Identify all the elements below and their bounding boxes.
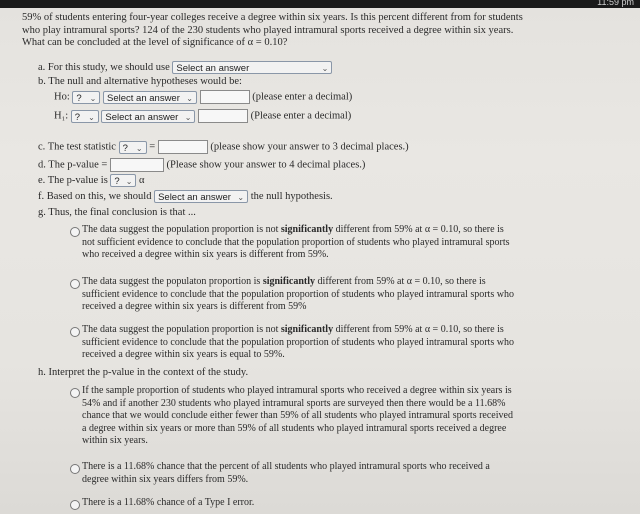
p-value-comparison-select[interactable] — [110, 174, 136, 187]
part-h-label: h. Interpret the p-value in the context of the study. — [38, 367, 249, 378]
h0-parameter-value: ? — [76, 92, 82, 104]
test-statistic-input[interactable] — [158, 140, 208, 154]
p-value-comparison-value: ? — [114, 176, 120, 188]
conclusion-option-1[interactable]: The data suggest the population proportion is not significantly different from 59% at α = 0.10, so there is not sufficient evidence to conclude that the population proportion of students who played intramural sports who received a degree within six years is different from 59%. — [82, 224, 510, 260]
conclusion-option-2[interactable]: The data suggest the populaton proportion is significantly different from 59% at α = 0.10, so there is sufficient evidence to conclude that the population proportion of students who played intramural sports who received a degree within six years is different from 59% — [82, 276, 514, 312]
chevron-down-icon: ⌄ — [88, 112, 95, 122]
equals-sign: = — [149, 141, 156, 153]
h0-hint: (please enter a decimal) — [252, 91, 353, 103]
interpretation-option-3-radio[interactable] — [70, 500, 80, 510]
p-value-input[interactable] — [110, 158, 164, 172]
part-f-suffix: the null hypothesis. — [250, 191, 333, 202]
part-f — [38, 190, 333, 203]
h0-operator-value: Select an answer — [107, 92, 180, 104]
h1-hint: (Please enter a decimal) — [250, 110, 352, 122]
problem-statement — [22, 12, 612, 50]
part-e-label: e. The p-value is — [38, 175, 108, 186]
chevron-down-icon: ⌄ — [135, 143, 143, 153]
problem-line-1: 59% of students entering four-year colleges receive a degree within six years. Is this percent different from for students — [22, 12, 523, 23]
part-d-hint: (Please show your answer to 4 decimal places.) — [166, 159, 366, 171]
conclusion-option-1-radio[interactable] — [70, 227, 80, 237]
chevron-down-icon: ⌄ — [321, 64, 329, 74]
part-c-label: c. The test statistic — [38, 141, 116, 153]
chevron-down-icon: ⌄ — [184, 112, 192, 122]
part-c — [38, 140, 409, 154]
part-b-label: b. The null and alternative hypotheses would be: — [38, 76, 242, 87]
part-c-hint: (please show your answer to 3 decimal places.) — [210, 141, 409, 153]
h0-value-input[interactable] — [200, 90, 250, 104]
h1-parameter-select[interactable] — [71, 110, 99, 123]
decision-select[interactable] — [154, 190, 248, 203]
part-e — [38, 174, 145, 187]
chevron-down-icon: ⌄ — [237, 193, 245, 203]
h1-value-input[interactable] — [198, 109, 248, 123]
decision-select-value: Select an answer — [158, 192, 231, 204]
h1-parameter-value: ? — [74, 111, 81, 123]
part-a-label: a. For this study, we should use — [38, 62, 170, 73]
test-statistic-symbol: ? — [122, 142, 128, 154]
part-d-label: d. The p-value = — [38, 159, 108, 171]
h0-operator-select[interactable] — [103, 91, 197, 104]
study-type-select[interactable] — [172, 61, 332, 74]
conclusion-option-3[interactable]: The data suggest the population proportion is not significantly different from 59% at α = 0.10, so there is sufficient evidence to conclude that the population proportion of students who played intramural sports who received a degree within six years is equal to 59%. — [82, 324, 514, 360]
alt-hypothesis-row — [54, 109, 351, 123]
chevron-down-icon: ⌄ — [186, 93, 193, 103]
status-time: 11:59 pm — [597, 0, 634, 7]
h1-operator-value: Select an answer — [105, 111, 179, 123]
part-d — [38, 158, 365, 172]
conclusion-option-2-radio[interactable] — [70, 279, 80, 289]
problem-line-3: What can be concluded at the level of significance of α = 0.10? — [22, 37, 288, 48]
interpretation-option-3[interactable]: There is a 11.68% chance of a Type I error. — [82, 497, 255, 508]
h0-label: Ho: — [54, 91, 70, 103]
interpretation-option-2-radio[interactable] — [70, 464, 80, 474]
test-statistic-select[interactable] — [119, 141, 147, 154]
conclusion-option-3-radio[interactable] — [70, 327, 80, 337]
chevron-down-icon: ⌄ — [89, 93, 97, 103]
status-bar — [0, 0, 640, 8]
problem-line-2: who play intramural sports? 124 of the 230 students who played intramural sports received a degree within six years. — [22, 24, 514, 36]
part-g-label: g. Thus, the final conclusion is that ... — [38, 207, 196, 218]
interpretation-option-1[interactable]: If the sample proportion of students who played intramural sports who received a degree within six years is 54% and if another 230 students who played intramural sports are surveyed then there would be a 11.68% chance that we would conclude either fewer than 59% of all students who played intramural sports received a degree within six years or more than 59% of all students who played intramural sports received a degree within six years. — [82, 385, 513, 446]
alpha-symbol: α — [139, 175, 145, 186]
part-f-label: f. Based on this, we should — [38, 191, 152, 202]
interpretation-option-1-radio[interactable] — [70, 388, 80, 398]
part-a — [38, 61, 332, 74]
h1-label: H₁: — [54, 110, 69, 122]
h1-operator-select[interactable] — [101, 110, 195, 123]
study-type-select-value: Select an answer — [176, 63, 250, 75]
interpretation-option-2[interactable]: There is a 11.68% chance that the percent of all students who played intramural sports who received a degree within six years differs from 59%. — [82, 461, 490, 485]
chevron-down-icon: ⌄ — [125, 177, 133, 187]
h0-parameter-select[interactable] — [72, 91, 100, 104]
null-hypothesis-row — [54, 90, 352, 104]
